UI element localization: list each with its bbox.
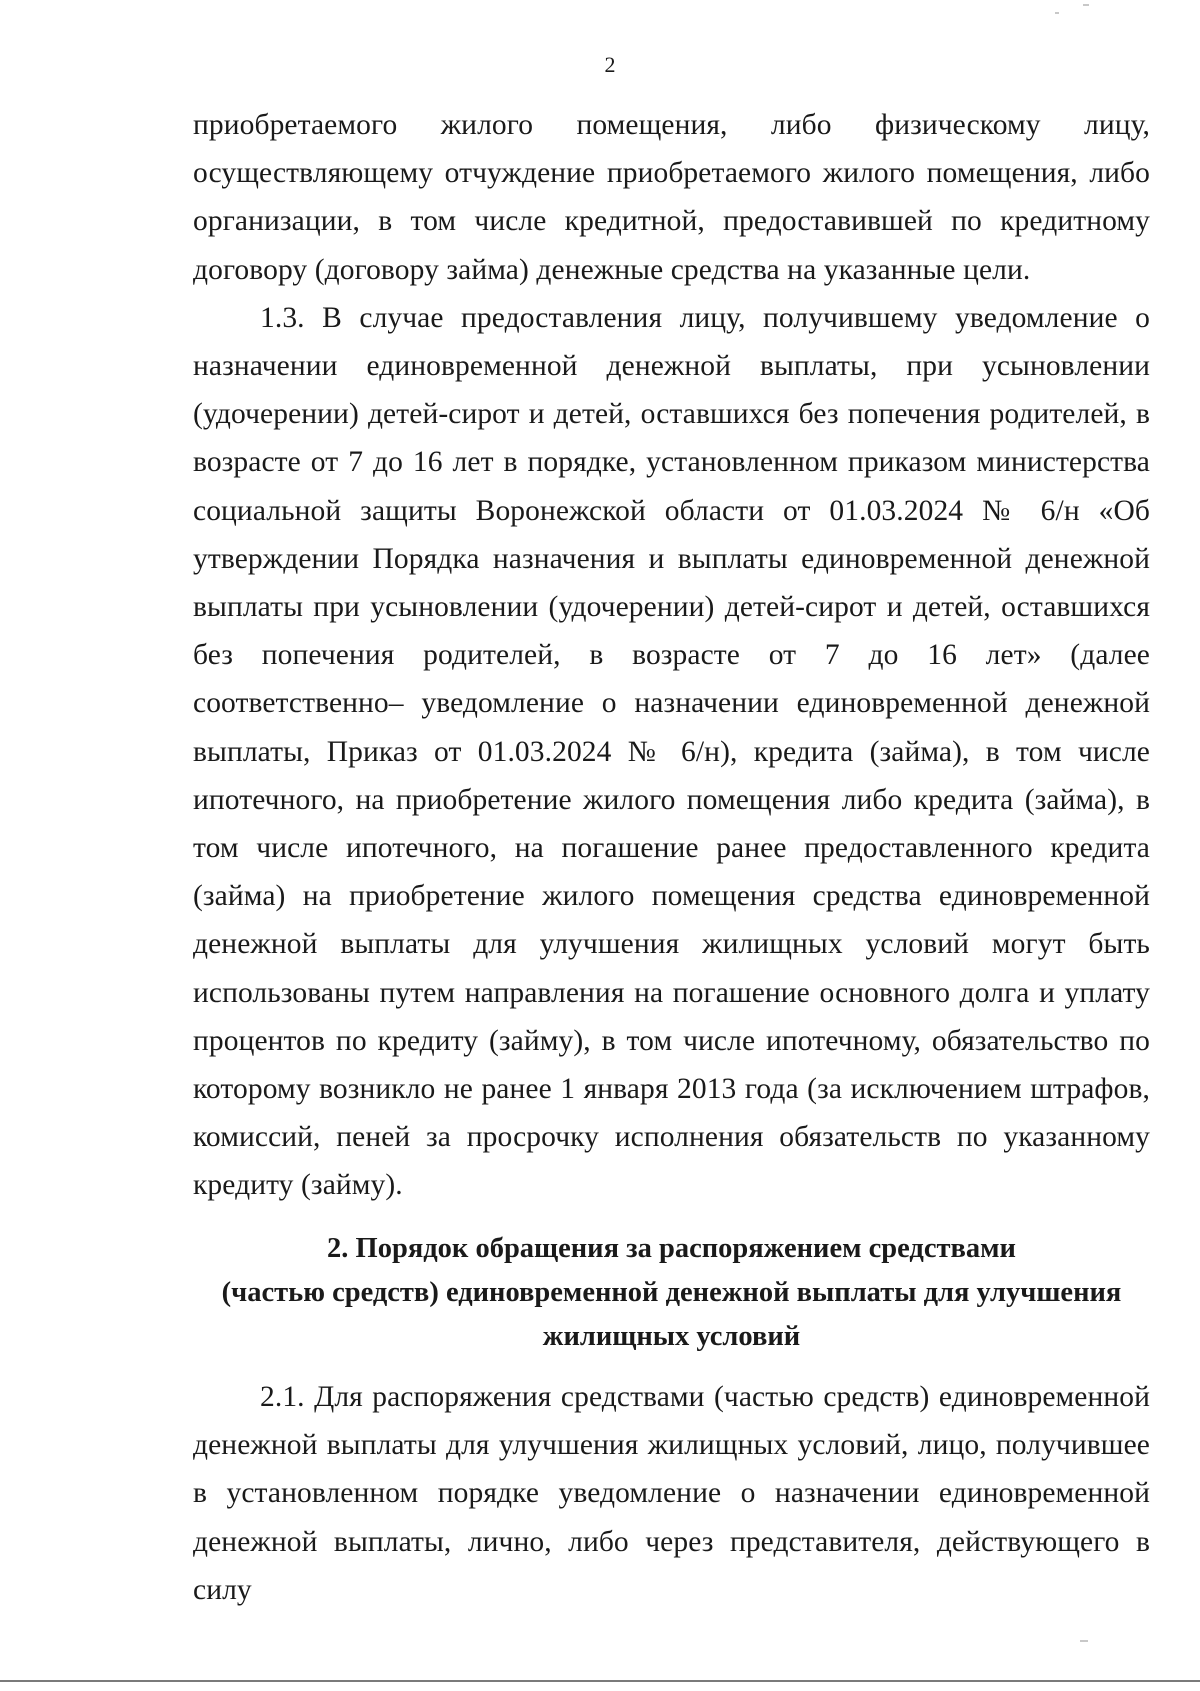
section-heading-line-3: жилищных условий — [542, 1321, 801, 1352]
section-heading-line-1: 2. Порядок обращения за распоряжением средствами — [327, 1233, 1016, 1264]
bottom-scan-edge — [0, 1680, 1200, 1682]
paragraph-continuation: приобретаемого жилого помещения, либо физическому лицу, осуществляющему отчуждение приобретаемого жилого помещения, либо организации, в том числе кредитной, предоставившей по кредитному договору (договору займа) денежные средства на указанные цели. — [193, 109, 1150, 286]
scan-speck — [1055, 12, 1059, 14]
body-text-bottom — [193, 1373, 1150, 1614]
scan-speck — [1083, 4, 1089, 6]
page-number: 2 — [604, 52, 616, 77]
paragraph-1-3: 1.3. В случае предоставления лицу, получившему уведомление о назначении единовременной денежной выплаты, при усыновлении (удочерении) детей-сирот и детей, оставшихся без попечения родителей, в возрасте от 7 до 16 лет в порядке, установленном приказом министерства социальной защиты Воронежской области от 01.03.2024 № 6/н «Об утверждении Порядка назначения и выплаты единовременной денежной выплаты при усыновлении (удочерении) детей-сирот и детей, оставшихся без попечения родителей, в возрасте от 7 до 16 лет» (далее соответственно– уведомление о назначении единовременной денежной выплаты, Приказ от 01.03.2024 № 6/н), кредита (займа), в том числе ипотечного, на приобретение жилого помещения либо кредита (займа), в том числе ипотечного, на погашение ранее предоставленного кредита (займа) на приобретение жилого помещения средства единовременной денежной выплаты для улучшения жилищных условий могут быть использованы путем направления на погашение основного долга и уплату процентов по кредиту (займу), в том числе ипотечному, обязательство по которому возникло не ранее 1 января 2013 года (за исключением штрафов, комиссий, пеней за просрочку исполнения обязательств по указанному кредиту (займу). — [193, 301, 1150, 1202]
body-text-top — [193, 101, 1150, 1210]
section-heading — [193, 1227, 1150, 1359]
scan-speck — [1080, 1640, 1088, 1642]
section-heading-line-2: (частью средств) единовременной денежной выплаты для улучшения — [221, 1277, 1122, 1308]
paragraph-2-1: 2.1. Для распоряжения средствами (частью средств) единовременной денежной выплаты для улучшения жилищных условий, лицо, получившее в установленном порядке уведомление о назначении единовременной денежной выплаты, лично, либо через представителя, действующего в силу — [193, 1381, 1150, 1606]
